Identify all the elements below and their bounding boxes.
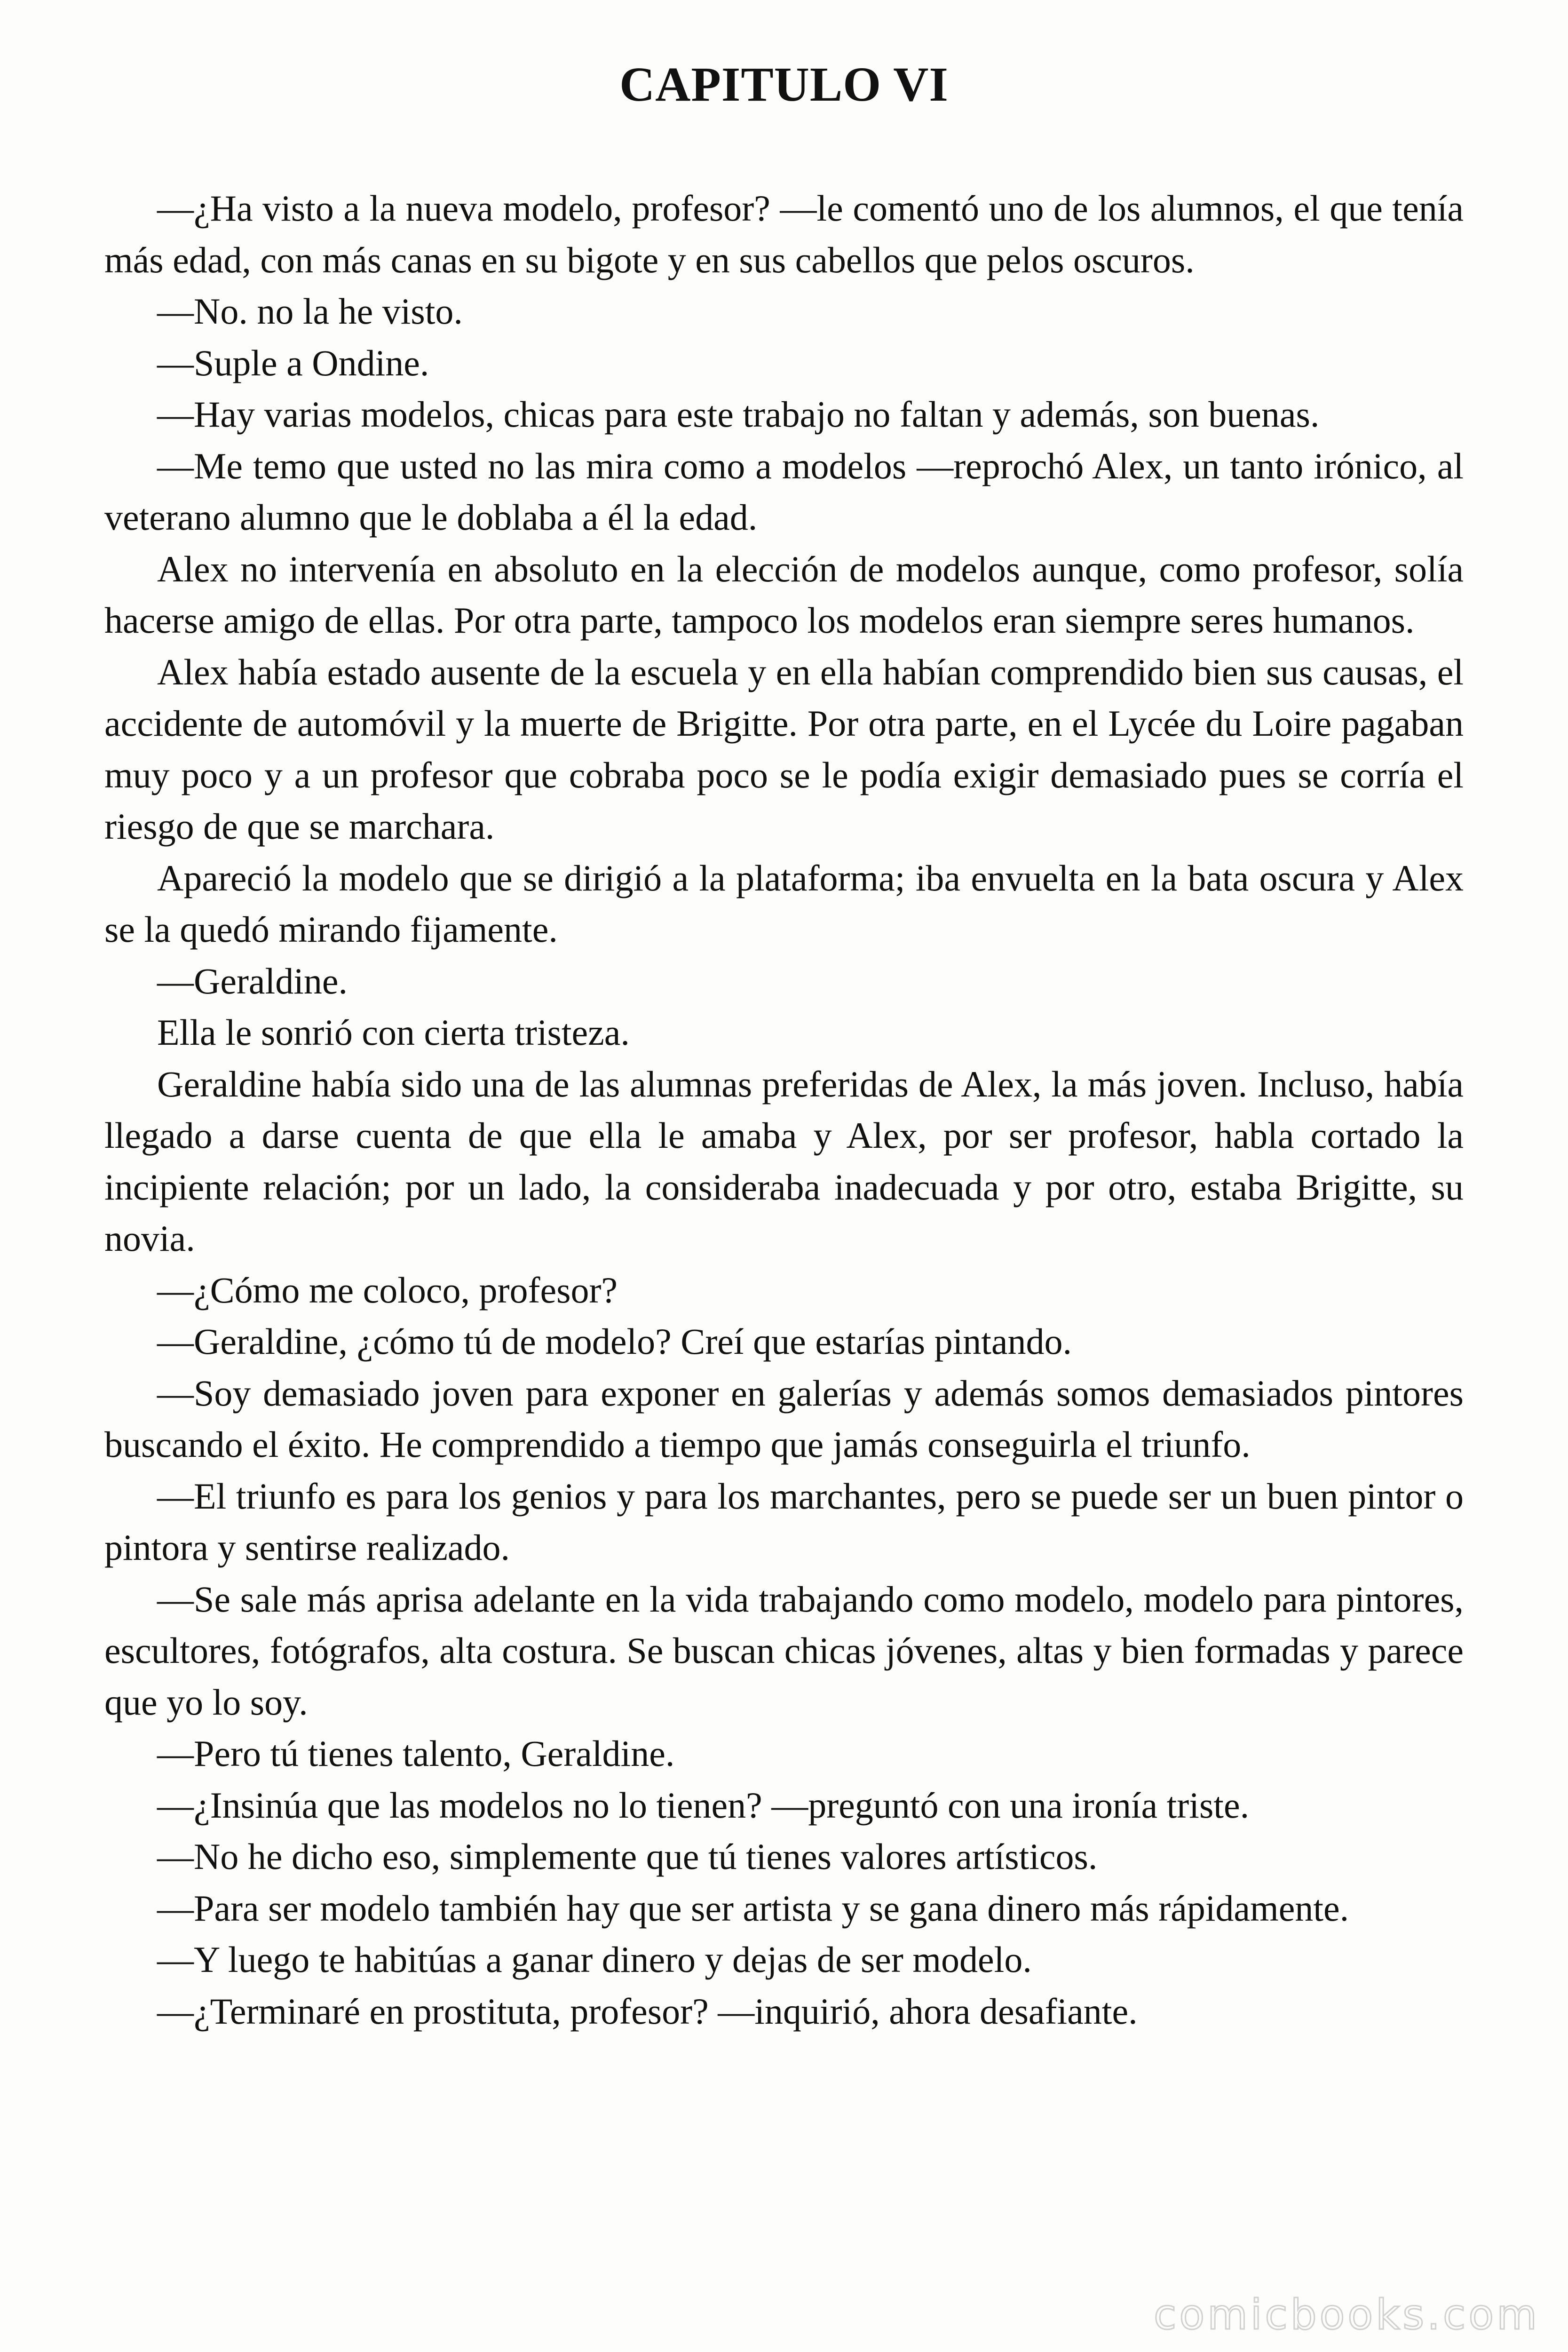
paragraph: —El triunfo es para los genios y para los marchantes, pero se puede ser un buen pintor o pintora y sentirse realizado. [104,1475,1464,1568]
watermark: comicbooks.com [1153,2290,1540,2339]
paragraph: —¿Terminaré en prostituta, profesor? —inquirió, ahora desafiante. [157,1990,1138,2032]
paragraph: —Para ser modelo también hay que ser artista y se gana dinero más rápidamente. [157,1887,1349,1929]
paragraph: —¿Insinúa que las modelos no lo tienen? —preguntó con una ironía triste. [157,1784,1250,1826]
paragraph: Alex había estado ausente de la escuela y en ella habían comprendido bien sus causas, el accidente de automóvil y la muerte de Brigitte. Por otra parte, en el Lycée du Loire pagaban muy poco y a un profesor que cobraba poco se le podía exigir demasiado pues se corría el riesgo de que se marchara. [104,651,1464,847]
paragraph: —Hay varias modelos, chicas para este trabajo no faltan y además, son buenas. [157,394,1320,435]
paragraph: —Suple a Ondine. [157,342,429,383]
paragraph: Apareció la modelo que se dirigió a la plataforma; iba envuelta en la bata oscura y Alex se la quedó mirando fijamente. [104,857,1464,950]
paragraph: —Soy demasiado joven para exponer en galerías y además somos demasiados pintores buscando el éxito. He comprendido a tiempo que jamás conseguirla el triunfo. [104,1372,1464,1465]
paragraph: —Se sale más aprisa adelante en la vida trabajando como modelo, modelo para pintores, escultores, fotógrafos, alta costura. Se buscan chicas jóvenes, altas y bien formadas y parece que yo lo soy. [104,1578,1464,1723]
paragraph: —Geraldine. [157,960,348,1001]
body-text [104,183,1464,2037]
paragraph: —Me temo que usted no las mira como a modelos —reprochó Alex, un tanto irónico, al veterano alumno que le doblaba a él la edad. [104,445,1464,538]
paragraph: —No he dicho eso, simplemente que tú tienes valores artísticos. [157,1836,1098,1877]
paragraph: —No. no la he visto. [157,291,463,332]
paragraph: —Pero tú tienes talento, Geraldine. [157,1733,675,1774]
paragraph: Alex no intervenía en absoluto en la elección de modelos aunque, como profesor, solía hacerse amigo de ellas. Por otra parte, tampoco los modelos eran siempre seres humanos. [104,548,1464,641]
paragraph: Ella le sonrió con cierta tristeza. [157,1012,630,1053]
paragraph: Geraldine había sido una de las alumnas preferidas de Alex, la más joven. Incluso, había llegado a darse cuenta de que ella le amaba y Alex, por ser profesor, habla cortado la incipiente relación; por un lado, la consideraba inadecuada y por otro, estaba Brigitte, su novia. [104,1063,1464,1259]
paragraph: —Geraldine, ¿cómo tú de modelo? Creí que estarías pintando. [157,1321,1072,1362]
paragraph: —¿Ha visto a la nueva modelo, profesor? —le comentó uno de los alumnos, el que tenía más edad, con más canas en su bigote y en sus cabellos que pelos oscuros. [104,188,1464,280]
chapter-title: CAPITULO VI [619,57,949,111]
paragraph: —Y luego te habitúas a ganar dinero y dejas de ser modelo. [157,1939,1032,1980]
paragraph: —¿Cómo me coloco, profesor? [157,1269,618,1311]
